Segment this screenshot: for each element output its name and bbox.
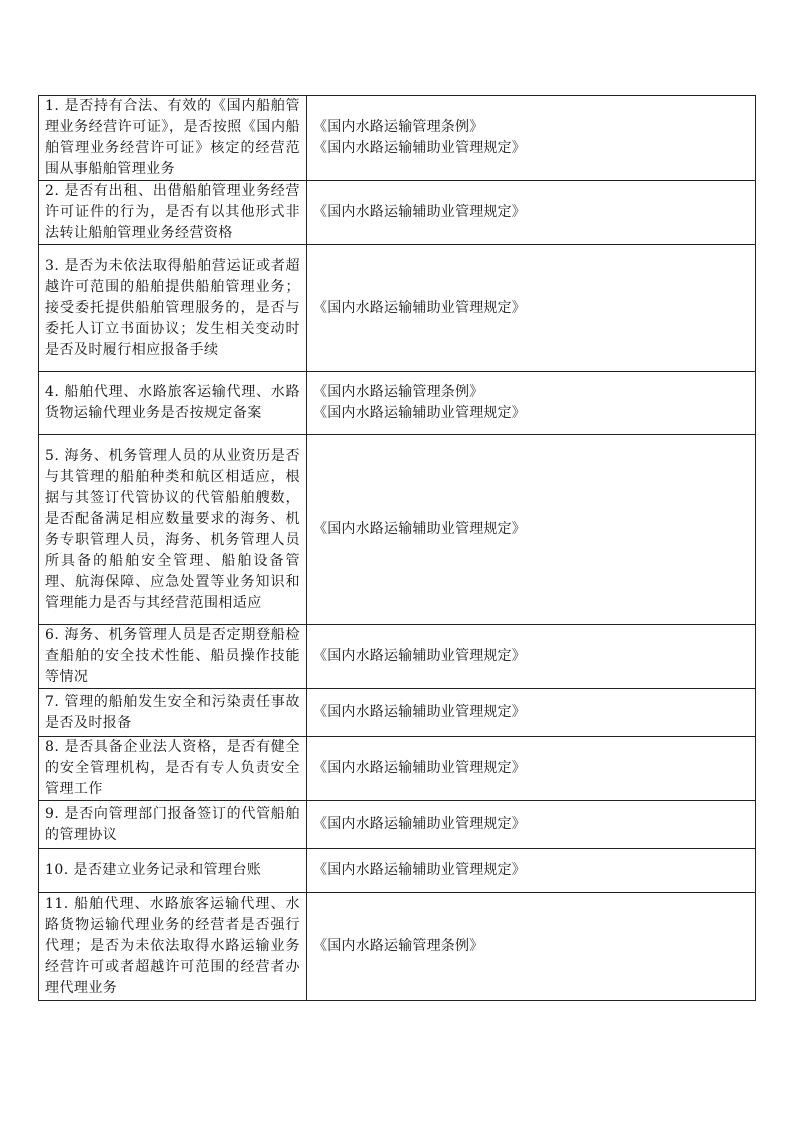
table-row: [39, 435, 756, 625]
legal-basis-text: 《国内水路运输管理条例》: [313, 119, 484, 135]
legal-basis-text: 《国内水路运输辅助业管理规定》: [313, 140, 526, 156]
legal-basis-text: 《国内水路运输辅助业管理规定》: [313, 760, 526, 776]
legal-basis-text: 《国内水路运输管理条例》: [313, 384, 484, 400]
table-row: [39, 372, 756, 435]
legal-basis-cell: [307, 435, 756, 625]
legal-basis-cell: [307, 849, 756, 893]
legal-basis-text: 《国内水路运输辅助业管理规定》: [313, 648, 526, 664]
check-item-cell: 5. 海务、机务管理人员的从业资历是否与其管理的船舶种类和航区相适应，根据与其签订代管协议的代管船舶艘数，是否配备满足相应数量要求的海务、机务专职管理人员，海务、机务管理人员所具备的船舶安全管理、船舶设备管理、航海保障、应急处置等业务知识和管理能力是否与其经营范围相适应: [39, 435, 307, 625]
check-item-cell: 7. 管理的船舶发生安全和污染责任事故是否及时报备: [39, 689, 307, 737]
check-item-cell: 9. 是否向管理部门报备签订的代管船舶的管理协议: [39, 801, 307, 849]
legal-basis-cell: [307, 245, 756, 372]
check-item-cell: 11. 船舶代理、水路旅客运输代理、水路货物运输代理业务的经营者是否强行代理；是否为未依法取得水路运输业务经营许可或者超越许可范围的经营者办理代理业务: [39, 893, 307, 1001]
table-row: [39, 245, 756, 372]
legal-basis-cell: [307, 96, 756, 181]
legal-basis-text: 《国内水路运输管理条例》: [313, 938, 484, 954]
legal-basis-text: 《国内水路运输辅助业管理规定》: [313, 405, 526, 421]
check-item-cell: 6. 海务、机务管理人员是否定期登船检查船舶的安全技术性能、船员操作技能等情况: [39, 625, 307, 689]
legal-basis-text: 《国内水路运输辅助业管理规定》: [313, 816, 526, 832]
legal-basis-text: 《国内水路运输辅助业管理规定》: [313, 204, 526, 220]
check-item-cell: 2. 是否有出租、出借船舶管理业务经营许可证件的行为，是否有以其他形式非法转让船舶管理业务经营资格: [39, 181, 307, 245]
legal-basis-text: 《国内水路运输辅助业管理规定》: [313, 862, 526, 878]
table-row: [39, 893, 756, 1001]
table-row: [39, 181, 756, 245]
table-row: [39, 849, 756, 893]
table-row: [39, 96, 756, 181]
check-item-cell: 8. 是否具备企业法人资格，是否有健全的安全管理机构，是否有专人负责安全管理工作: [39, 737, 307, 801]
check-item-cell: 4. 船舶代理、水路旅客运输代理、水路货物运输代理业务是否按规定备案: [39, 372, 307, 435]
check-item-cell: 3. 是否为未依法取得船舶营运证或者超越许可范围的船舶提供船舶管理业务；接受委托提供船舶管理服务的，是否与委托人订立书面协议；发生相关变动时是否及时履行相应报备手续: [39, 245, 307, 372]
table-row: [39, 737, 756, 801]
legal-basis-text: 《国内水路运输辅助业管理规定》: [313, 704, 526, 720]
check-item-cell: 10. 是否建立业务记录和管理台账: [39, 849, 307, 893]
legal-basis-cell: [307, 893, 756, 1001]
legal-basis-cell: [307, 372, 756, 435]
check-item-cell: 1. 是否持有合法、有效的《国内船舶管理业务经营许可证》，是否按照《国内船舶管理业务经营许可证》核定的经营范围从事船舶管理业务: [39, 96, 307, 181]
legal-basis-cell: [307, 181, 756, 245]
inspection-table: [38, 95, 756, 1001]
table-row: [39, 625, 756, 689]
legal-basis-cell: [307, 801, 756, 849]
table-row: [39, 801, 756, 849]
legal-basis-cell: [307, 625, 756, 689]
legal-basis-cell: [307, 737, 756, 801]
legal-basis-text: 《国内水路运输辅助业管理规定》: [313, 299, 526, 316]
table-row: [39, 689, 756, 737]
inspection-table-body: [39, 96, 756, 1001]
legal-basis-cell: [307, 689, 756, 737]
legal-basis-text: 《国内水路运输辅助业管理规定》: [313, 521, 526, 537]
